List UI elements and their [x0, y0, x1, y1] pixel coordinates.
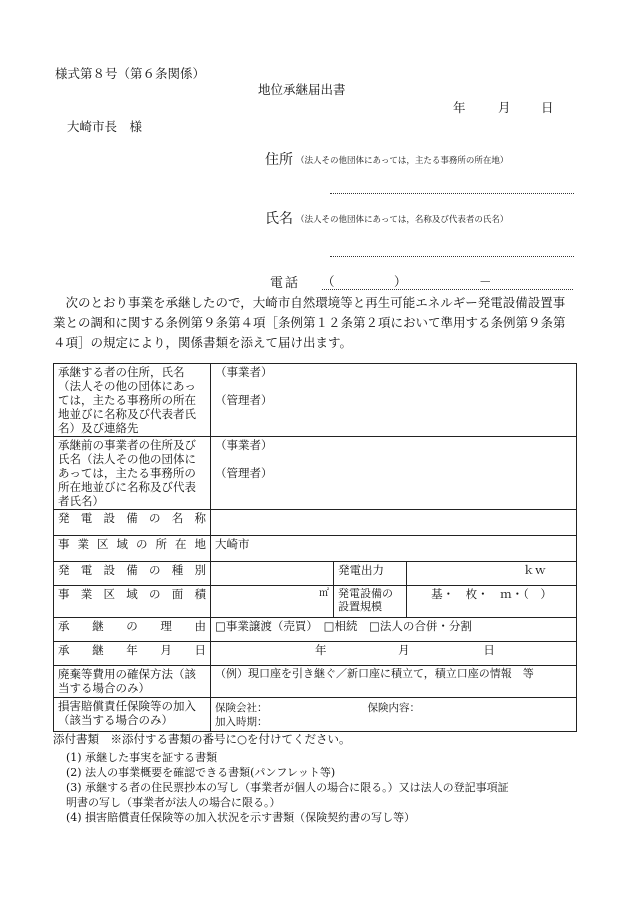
- phone-paren-close: ）: [394, 274, 407, 289]
- attachments-title: 添付書類 ※添付する書類の番号に○を付けてください。: [53, 732, 351, 746]
- facility-type-label: 発電設備の種別: [54, 562, 211, 586]
- succession-month: 月: [398, 643, 410, 657]
- insurance-period: 加入時期：: [215, 716, 268, 728]
- phone-label: 電話: [270, 276, 301, 291]
- table-row: [54, 437, 577, 510]
- list-item: (2) 法人の事業概要を確認できる書類(パンフレット等): [66, 766, 336, 779]
- output-field[interactable]: ｋｗ: [407, 562, 577, 586]
- date-year-label: 年: [453, 100, 466, 115]
- succession-year: 年: [315, 643, 327, 657]
- list-item: (3) 承継する者の住民票抄本の写し（事業者が個人の場合に限る。）又は法人の登記事項証: [66, 781, 509, 794]
- insurance-content: 保険内容：: [367, 702, 420, 714]
- area-location-field[interactable]: 大崎市: [211, 536, 577, 562]
- reserve-field[interactable]: （例）現口座を引き継ぐ／新口座に積立て，積立口座の情報 等: [211, 666, 577, 698]
- address-note: （法人その他団体にあっては，主たる事務所の所在地）: [296, 156, 509, 166]
- predecessor-business: （事業者）: [215, 438, 273, 452]
- date-day-label: 日: [541, 100, 554, 115]
- table-row: [54, 642, 577, 666]
- area-size-label: 事業区域の面積: [54, 586, 211, 618]
- area-location-label: 事業区域の所在地: [54, 536, 211, 562]
- phone-paren-open: （: [322, 274, 335, 289]
- predecessor-label: 承継前の事業者の住所及び氏名（法人その他の団体にあっては，主たる事務所の所在地並びに名称及び代表者氏名）: [54, 437, 211, 510]
- facility-name-field[interactable]: [211, 510, 577, 536]
- document-title: 地位承継届出書: [258, 82, 346, 97]
- name-label: 氏名: [265, 211, 293, 227]
- predecessor-field[interactable]: [211, 437, 577, 510]
- reason-label: 承継の理由: [54, 618, 211, 642]
- list-item: (1) 承継した事実を証する書類: [66, 751, 218, 764]
- address-label: 住所: [265, 152, 293, 168]
- attachments-list: [66, 750, 509, 825]
- list-item: 明書の写し（事業者が法人の場合に限る。）: [66, 796, 281, 809]
- scale-label: 発電設備の設置規模: [334, 586, 407, 618]
- facility-type-field[interactable]: [211, 562, 334, 586]
- succession-date-field[interactable]: [211, 642, 577, 666]
- form-number: 様式第８号（第６条関係）: [55, 66, 206, 81]
- succession-day: 日: [483, 643, 495, 657]
- predecessor-manager: （管理者）: [215, 466, 273, 480]
- table-row: [54, 536, 577, 562]
- table-row: [54, 510, 577, 536]
- successor-label: 承継する者の住所，氏名（法人その他の団体にあっては，主たる事務所の所在地並びに名称及び代表者氏名）及び連絡先: [54, 364, 211, 437]
- insurance-label: 損害賠償責任保険等の加入（該当する場合のみ）: [54, 698, 211, 732]
- table-row: [54, 562, 577, 586]
- date-month-label: 月: [498, 100, 511, 115]
- notification-table: [53, 363, 577, 732]
- reserve-label: 廃棄等費用の確保方法（該当する場合のみ）: [54, 666, 211, 698]
- successor-field[interactable]: [211, 364, 577, 437]
- successor-business: （事業者）: [215, 365, 273, 379]
- list-item: (4) 損害賠償責任保険等の加入状況を示す書類（保険契約書の写し等）: [66, 811, 416, 824]
- table-row: [54, 586, 577, 618]
- output-label: 発電出力: [334, 562, 407, 586]
- phone-line[interactable]: [322, 289, 573, 290]
- addressee: 大崎市長 様: [67, 119, 143, 134]
- scale-field[interactable]: 基・ 枚・ ｍ・（ ）: [407, 586, 577, 618]
- succession-date-label: 承継年月日: [54, 642, 211, 666]
- name-line[interactable]: [330, 256, 574, 257]
- table-row: [54, 666, 577, 698]
- address-line[interactable]: [330, 193, 574, 194]
- insurance-field[interactable]: [211, 698, 577, 732]
- table-row: [54, 364, 577, 437]
- declaration-text: 次のとおり事業を承継したので，大崎市自然環境等と再生可能エネルギー発電設備設置事業との調和に関する条例第９条第４項［条例第１２条第２項において準用する条例第９条第４項］の規定により，関係書類を添えて届け出ます。: [53, 295, 566, 350]
- reason-options[interactable]: □事業譲渡（売買） □相続 □法人の合併・分割: [211, 618, 577, 642]
- table-row: [54, 698, 577, 732]
- table-row: [54, 618, 577, 642]
- facility-name-label: 発電設備の名称: [54, 510, 211, 536]
- area-size-field[interactable]: ㎡: [211, 586, 334, 618]
- insurance-company: 保険会社：: [215, 702, 268, 714]
- phone-dash: －: [479, 274, 492, 289]
- name-note: （法人その他団体にあっては，名称及び代表者の氏名）: [296, 215, 509, 225]
- successor-manager: （管理者）: [215, 393, 273, 407]
